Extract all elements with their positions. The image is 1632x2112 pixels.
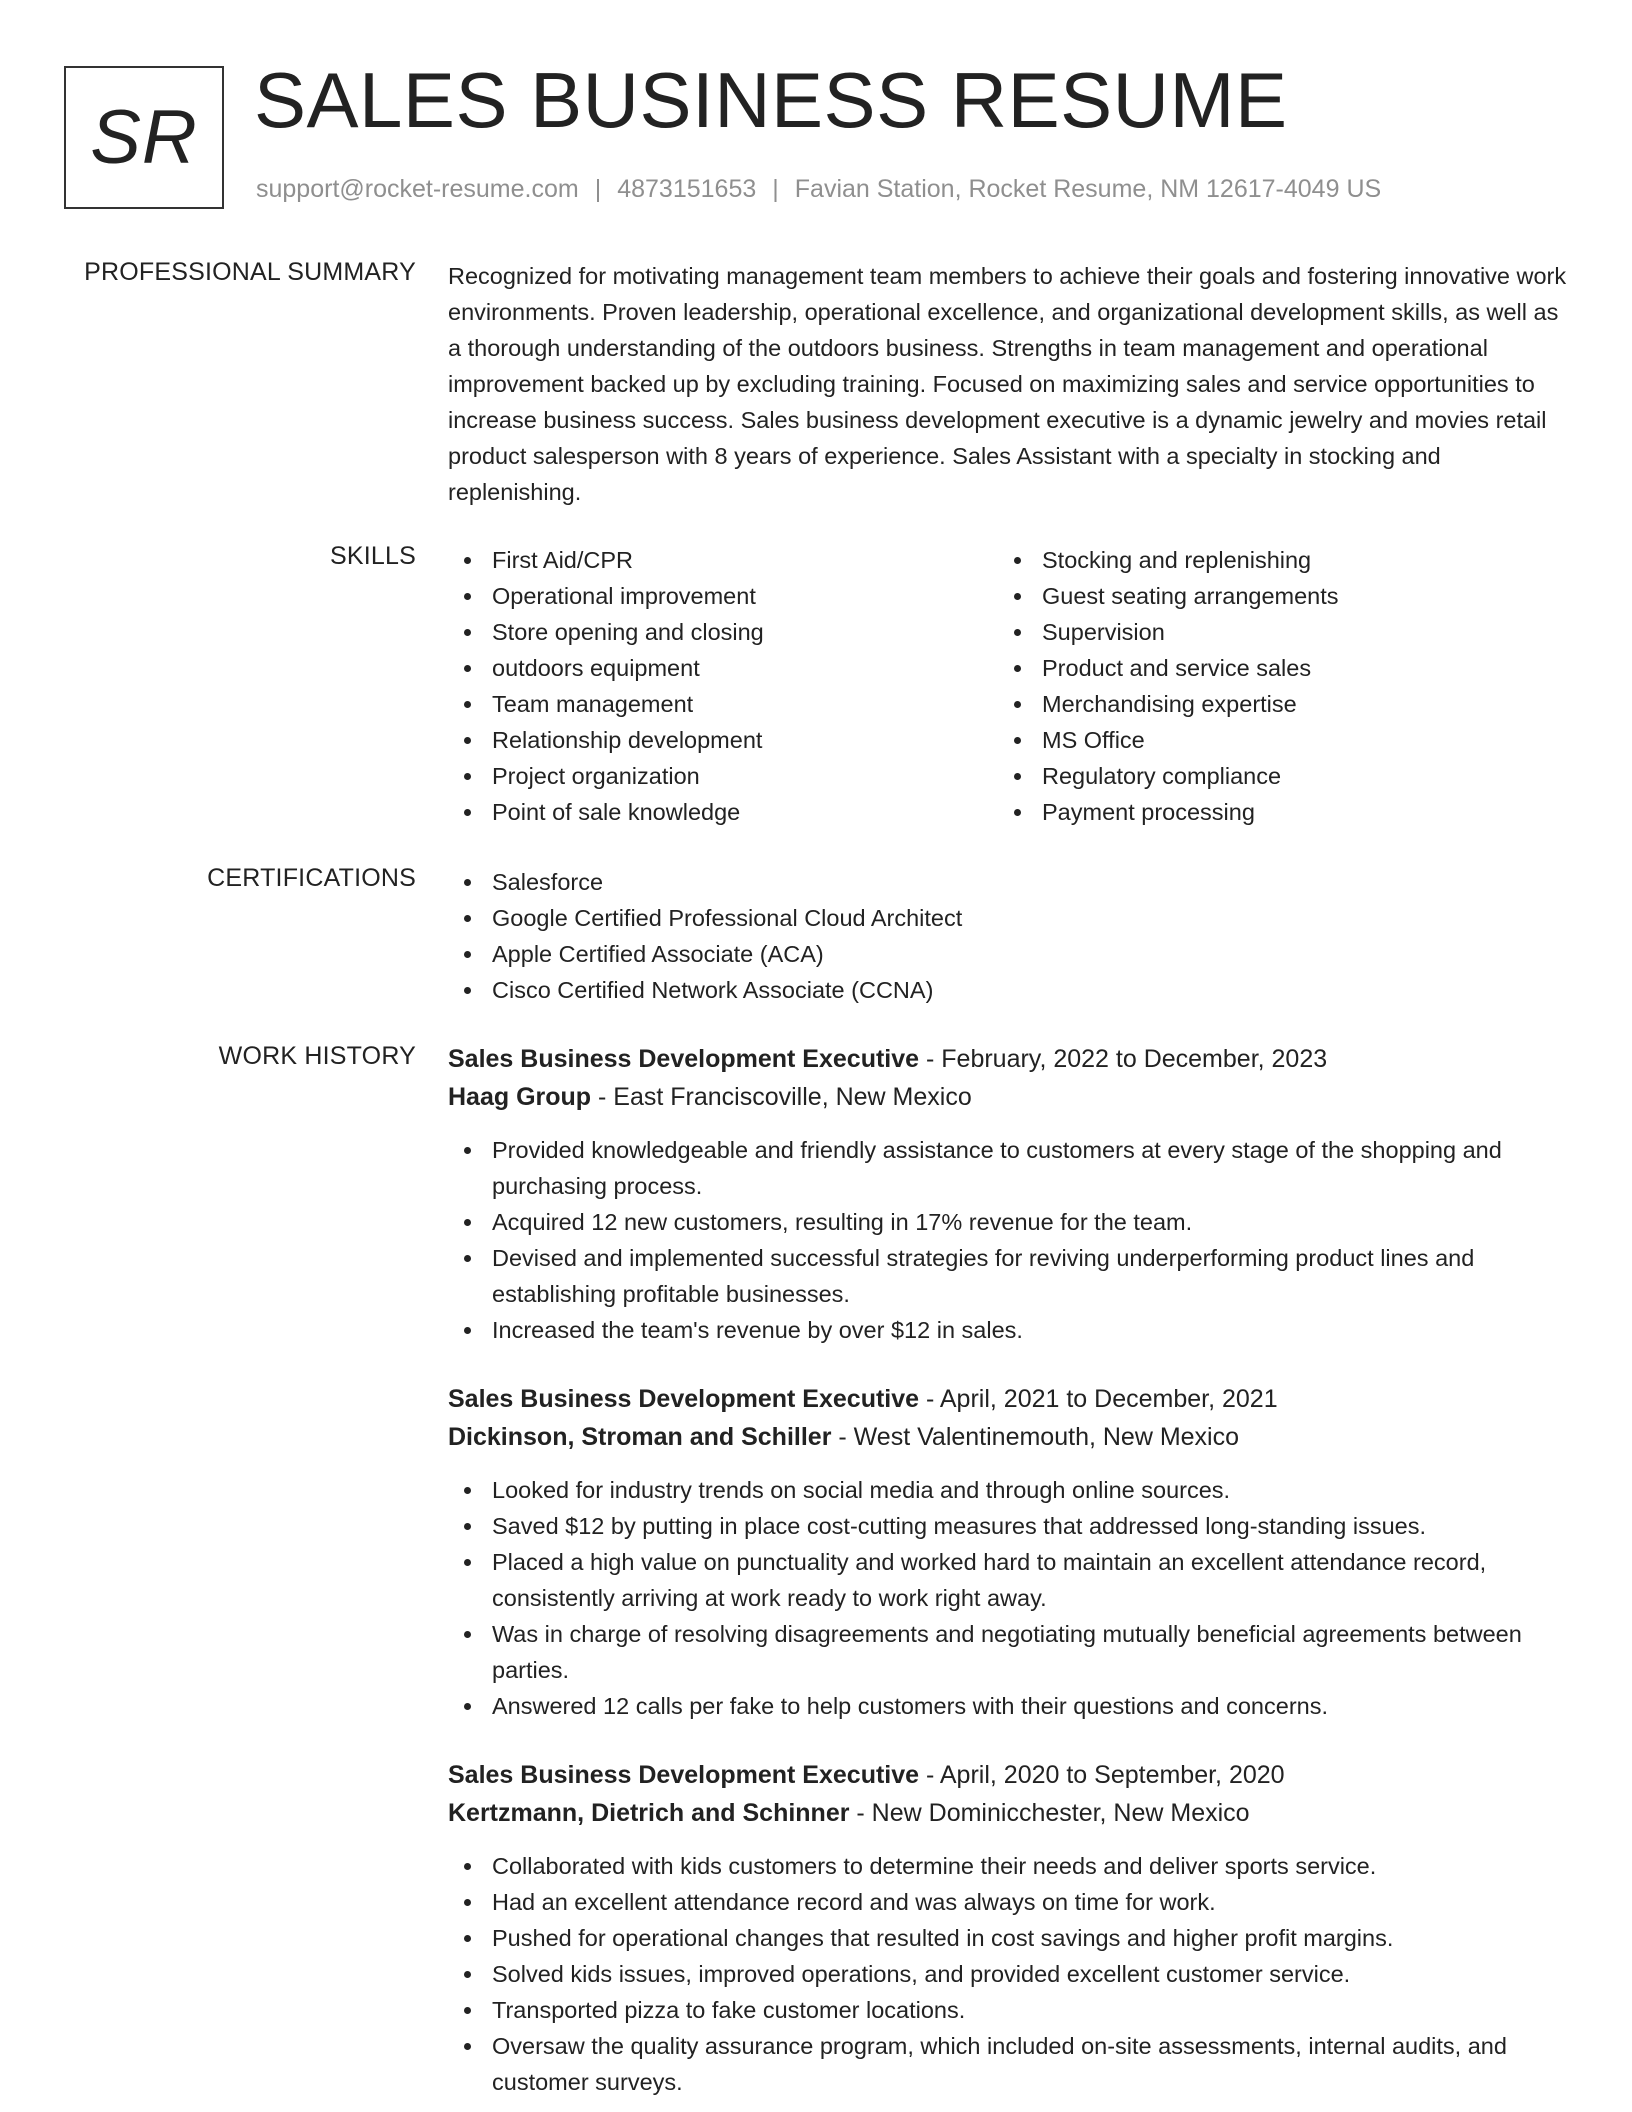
- job-location: - West Valentinemouth, New Mexico: [831, 1423, 1240, 1451]
- job-bullet: Acquired 12 new customers, resulting in 17% revenue for the team.: [448, 1204, 1568, 1240]
- skills-right-list: [998, 542, 1548, 830]
- job-entry: [448, 1756, 1568, 2100]
- contact-separator: |: [772, 175, 779, 203]
- section-label-summary: PROFESSIONAL SUMMARY: [84, 258, 416, 286]
- job-bullets: [448, 1848, 1568, 2100]
- contact-line: [256, 175, 1381, 204]
- job-bullet: Collaborated with kids customers to determine their needs and deliver sports service.: [448, 1848, 1568, 1884]
- job-dates: - February, 2022 to December, 2023: [919, 1045, 1328, 1073]
- skill-item: Regulatory compliance: [998, 758, 1548, 794]
- job-dates: - April, 2021 to December, 2021: [919, 1385, 1278, 1413]
- contact-separator: |: [594, 175, 602, 203]
- section-label-skills: SKILLS: [330, 542, 416, 570]
- skill-item: Project organization: [448, 758, 998, 794]
- section-label-work-history: WORK HISTORY: [218, 1042, 416, 1070]
- skill-item: First Aid/CPR: [448, 542, 998, 578]
- job-company-line: [448, 1794, 1568, 1832]
- job-title-line: [448, 1756, 1568, 1794]
- certification-item: Salesforce: [448, 864, 1568, 900]
- job-location: - East Franciscoville, New Mexico: [591, 1083, 972, 1111]
- job-company-line: [448, 1078, 1568, 1116]
- contact-email[interactable]: support@rocket-resume.com: [256, 175, 579, 203]
- job-bullet: Oversaw the quality assurance program, which included on-site assessments, internal audits, and customer surveys.: [448, 2028, 1568, 2100]
- resume-title: SALES BUSINESS RESUME: [254, 56, 1288, 144]
- job-bullet: Had an excellent attendance record and was always on time for work.: [448, 1884, 1568, 1920]
- job-title: Sales Business Development Executive: [448, 1385, 920, 1413]
- job-location: - New Dominicchester, New Mexico: [849, 1799, 1250, 1827]
- job-title: Sales Business Development Executive: [448, 1045, 920, 1073]
- job-bullet: Answered 12 calls per fake to help customers with their questions and concerns.: [448, 1688, 1568, 1724]
- job-bullet: Pushed for operational changes that resulted in cost savings and higher profit margins.: [448, 1920, 1568, 1956]
- certification-item: Google Certified Professional Cloud Architect: [448, 900, 1568, 936]
- skills-left-list: [448, 542, 998, 830]
- job-bullets: [448, 1472, 1568, 1724]
- job-bullet: Solved kids issues, improved operations, and provided excellent customer service.: [448, 1956, 1568, 1992]
- skill-item: Payment processing: [998, 794, 1548, 830]
- job-entry: [448, 1040, 1568, 1348]
- skill-item: Product and service sales: [998, 650, 1548, 686]
- work-history-body: [448, 1040, 1568, 2112]
- contact-address: Favian Station, Rocket Resume, NM 12617-4049 US: [794, 175, 1382, 203]
- job-company: Kertzmann, Dietrich and Schinner: [448, 1799, 850, 1827]
- job-bullet: Increased the team's revenue by over $12 in sales.: [448, 1312, 1568, 1348]
- certifications-body: [448, 864, 1568, 1008]
- skill-item: Relationship development: [448, 722, 998, 758]
- job-title: Sales Business Development Executive: [448, 1761, 920, 1789]
- job-bullet: Placed a high value on punctuality and worked hard to maintain an excellent attendance record, consistently arriving at work ready to work right away.: [448, 1544, 1568, 1616]
- job-company: Haag Group: [448, 1083, 592, 1111]
- job-bullet: Provided knowledgeable and friendly assistance to customers at every stage of the shopping and purchasing process.: [448, 1132, 1568, 1204]
- skill-item: Team management: [448, 686, 998, 722]
- skills-grid: [448, 542, 1568, 830]
- skill-item: Guest seating arrangements: [998, 578, 1548, 614]
- job-bullet: Saved $12 by putting in place cost-cutting measures that addressed long-standing issues.: [448, 1508, 1568, 1544]
- job-entry: [448, 1380, 1568, 1724]
- job-bullets: [448, 1132, 1568, 1348]
- skill-item: Stocking and replenishing: [998, 542, 1548, 578]
- skill-item: Merchandising expertise: [998, 686, 1548, 722]
- skills-body: [448, 542, 1568, 830]
- monogram-initials: SR: [90, 95, 198, 180]
- skill-item: Point of sale knowledge: [448, 794, 998, 830]
- job-bullet: Transported pizza to fake customer locations.: [448, 1992, 1568, 2028]
- skill-item: Store opening and closing: [448, 614, 998, 650]
- section-label-certifications: CERTIFICATIONS: [207, 864, 416, 892]
- skill-item: MS Office: [998, 722, 1548, 758]
- job-title-line: [448, 1040, 1568, 1078]
- job-company: Dickinson, Stroman and Schiller: [448, 1423, 832, 1451]
- job-company-line: [448, 1418, 1568, 1456]
- certification-item: Cisco Certified Network Associate (CCNA): [448, 972, 1568, 1008]
- job-bullet: Looked for industry trends on social media and through online sources.: [448, 1472, 1568, 1508]
- contact-phone[interactable]: 4873151653: [617, 175, 757, 203]
- certifications-list: [448, 864, 1568, 1008]
- certification-item: Apple Certified Associate (ACA): [448, 936, 1568, 972]
- skill-item: Operational improvement: [448, 578, 998, 614]
- job-title-line: [448, 1380, 1568, 1418]
- job-bullet: Devised and implemented successful strategies for reviving underperforming product lines and establishing profitable businesses.: [448, 1240, 1568, 1312]
- job-dates: - April, 2020 to September, 2020: [919, 1761, 1285, 1789]
- summary-text: Recognized for motivating management team members to achieve their goals and fostering innovative work environments. Proven leadership, operational excellence, and organizational development skills, as well as a thorough understanding of the outdoors business. Strengths in team management and operational improvement backed up by excluding training. Focused on maximizing sales and service opportunities to increase business success. Sales business development executive is a dynamic jewelry and movies retail product salesperson with 8 years of experience. Sales Assistant with a specialty in stocking and replenishing.: [448, 263, 1567, 505]
- monogram-box: [64, 66, 224, 209]
- job-bullet: Was in charge of resolving disagreements and negotiating mutually beneficial agreements between parties.: [448, 1616, 1568, 1688]
- skill-item: outdoors equipment: [448, 650, 998, 686]
- skill-item: Supervision: [998, 614, 1548, 650]
